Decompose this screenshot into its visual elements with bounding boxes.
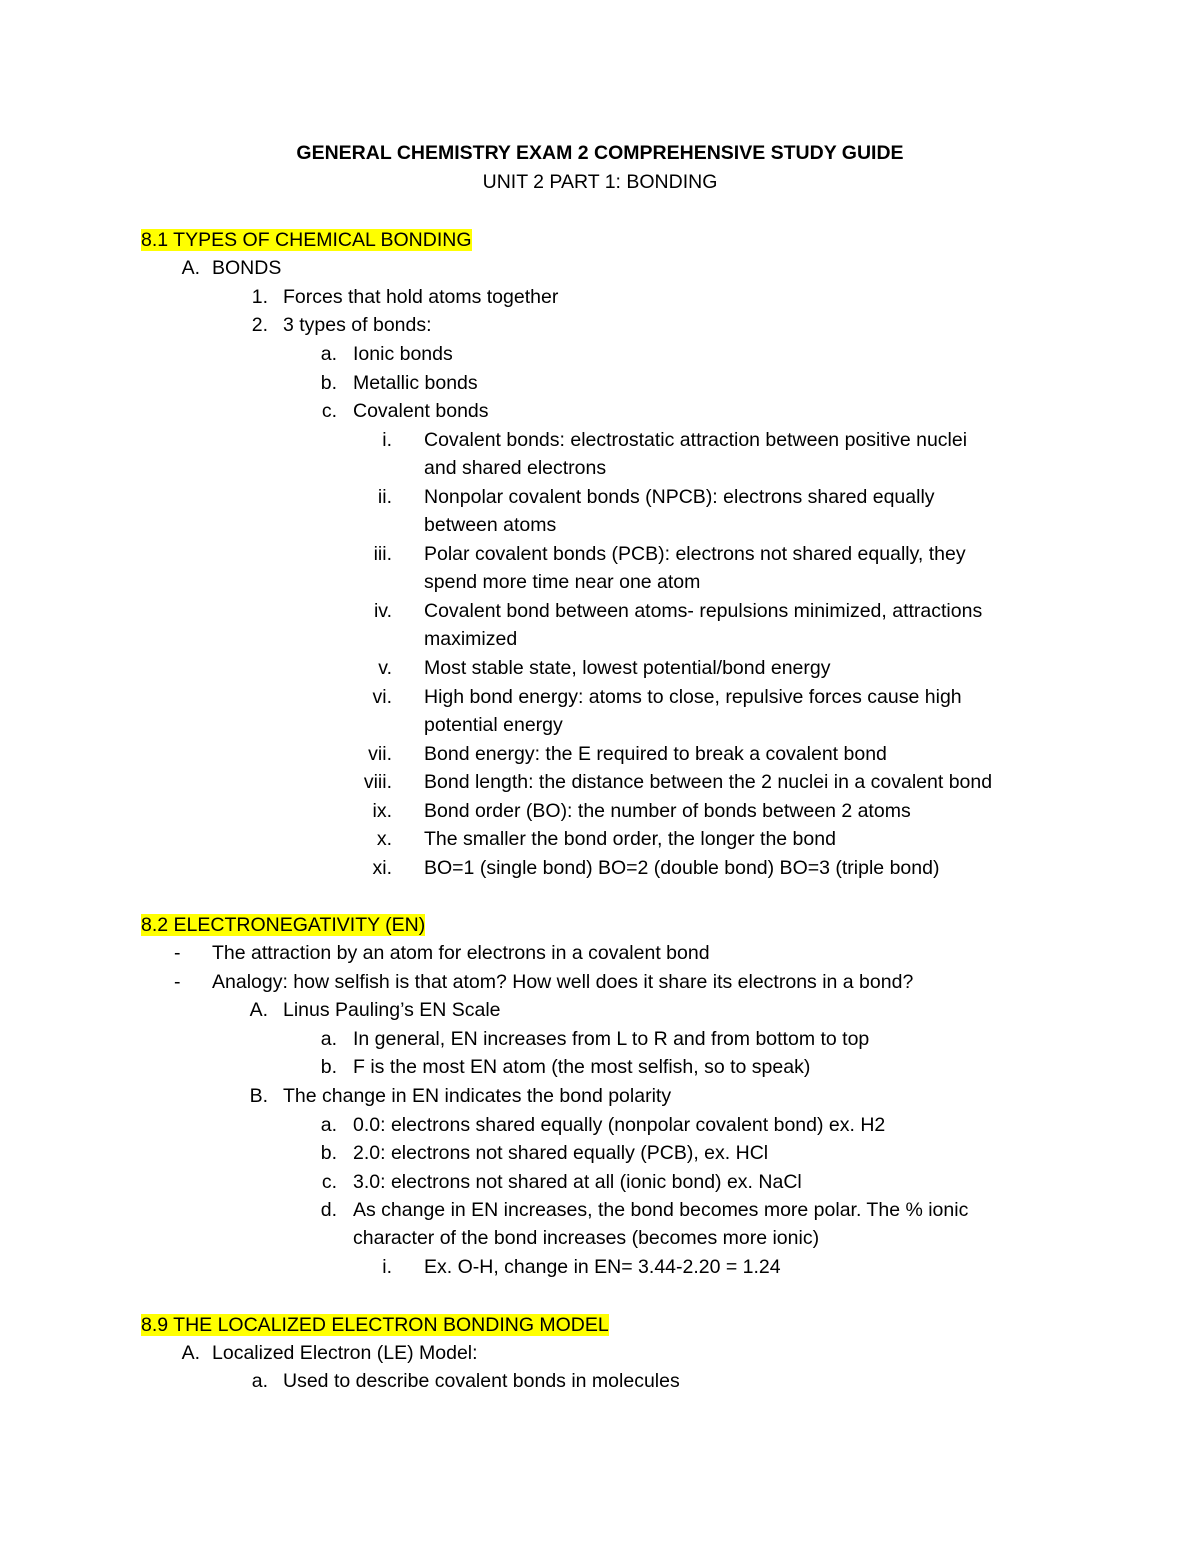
list-marker: xi. xyxy=(372,857,392,879)
list-marker: iii. xyxy=(373,543,392,565)
list-marker: ix. xyxy=(372,800,392,822)
list-item-text: In general, EN increases from L to R and from bottom to top xyxy=(353,1028,870,1050)
page-title: GENERAL CHEMISTRY EXAM 2 COMPREHENSIVE STUDY GUIDE xyxy=(296,142,904,164)
section-heading: 8.2 ELECTRONEGATIVITY (EN) xyxy=(141,914,426,936)
list-marker: x. xyxy=(376,828,392,850)
list-marker: A. xyxy=(181,257,200,279)
section-heading: 8.1 TYPES OF CHEMICAL BONDING xyxy=(141,229,472,251)
list-item-text: BO=1 (single bond) BO=2 (double bond) BO=3 (triple bond) xyxy=(424,857,940,879)
section-heading-line xyxy=(141,228,472,252)
list-item-text: 0.0: electrons shared equally (nonpolar covalent bond) ex. H2 xyxy=(353,1114,886,1136)
list-marker: a. xyxy=(320,1028,337,1050)
list-item-text: Bond length: the distance between the 2 nuclei in a covalent bond xyxy=(424,771,993,793)
list-marker: ii. xyxy=(377,486,392,508)
list-item-text: Used to describe covalent bonds in molecules xyxy=(283,1370,680,1392)
list-marker: 2. xyxy=(251,314,268,336)
list-item-text: Covalent bond between atoms- repulsions minimized, attractions xyxy=(424,600,983,622)
list-marker: a. xyxy=(251,1370,268,1392)
list-marker: b. xyxy=(320,1142,337,1164)
list-marker: viii. xyxy=(363,771,392,793)
list-item-text: Localized Electron (LE) Model: xyxy=(212,1342,478,1364)
list-marker: b. xyxy=(320,1056,337,1078)
section-heading: 8.9 THE LOCALIZED ELECTRON BONDING MODEL xyxy=(141,1314,609,1336)
list-item-text: The attraction by an atom for electrons in a covalent bond xyxy=(212,942,710,964)
list-marker: d. xyxy=(320,1199,337,1221)
list-item-text: spend more time near one atom xyxy=(424,571,701,593)
list-item-text: Linus Pauling’s EN Scale xyxy=(283,999,501,1021)
list-marker: v. xyxy=(378,657,392,679)
list-marker: A. xyxy=(181,1342,200,1364)
list-marker: i. xyxy=(382,1256,392,1278)
list-item-text: Nonpolar covalent bonds (NPCB): electrons shared equally xyxy=(424,486,935,508)
list-item-text: potential energy xyxy=(424,714,563,736)
list-marker: iv. xyxy=(373,600,392,622)
section-heading-line xyxy=(141,1313,609,1337)
list-marker: - xyxy=(174,942,181,964)
list-item-text: Covalent bonds: electrostatic attraction between positive nuclei xyxy=(424,429,968,451)
list-item-text: between atoms xyxy=(424,514,557,536)
list-item-text: BONDS xyxy=(212,257,282,279)
list-item-text: 3.0: electrons not shared at all (ionic bond) ex. NaCl xyxy=(353,1171,802,1193)
list-marker: A. xyxy=(249,999,268,1021)
list-item-text: F is the most EN atom (the most selfish, so to speak) xyxy=(353,1056,811,1078)
list-item-text: Polar covalent bonds (PCB): electrons not shared equally, they xyxy=(424,543,966,565)
page-subtitle: UNIT 2 PART 1: BONDING xyxy=(482,171,718,193)
list-marker: c. xyxy=(321,400,337,422)
list-item-text: character of the bond increases (becomes more ionic) xyxy=(353,1227,820,1249)
list-item-text: 3 types of bonds: xyxy=(283,314,432,336)
list-marker: 1. xyxy=(251,286,268,308)
section-heading-line xyxy=(141,913,425,937)
list-item-text: Ex. O-H, change in EN= 3.44-2.20 = 1.24 xyxy=(424,1256,781,1278)
list-marker: - xyxy=(174,971,181,993)
list-item-text: Analogy: how selfish is that atom? How well does it share its electrons in a bond? xyxy=(212,971,914,993)
list-marker: a. xyxy=(320,1114,337,1136)
list-item-text: Bond order (BO): the number of bonds between 2 atoms xyxy=(424,800,911,822)
list-item-text: Covalent bonds xyxy=(353,400,489,422)
list-item-text: and shared electrons xyxy=(424,457,607,479)
list-marker: a. xyxy=(320,343,337,365)
list-marker: c. xyxy=(321,1171,337,1193)
list-marker: i. xyxy=(382,429,392,451)
list-item-text: 2.0: electrons not shared equally (PCB), ex. HCl xyxy=(353,1142,769,1164)
list-item-text: As change in EN increases, the bond becomes more polar. The % ionic xyxy=(353,1199,969,1221)
list-marker: vi. xyxy=(372,686,392,708)
list-marker: vii. xyxy=(368,743,392,765)
list-marker: B. xyxy=(249,1085,268,1107)
list-item-text: maximized xyxy=(424,628,518,650)
list-item-text: Ionic bonds xyxy=(353,343,453,365)
list-item-text: The change in EN indicates the bond polarity xyxy=(283,1085,672,1107)
list-item-text: The smaller the bond order, the longer the bond xyxy=(424,828,836,850)
list-item-text: Most stable state, lowest potential/bond energy xyxy=(424,657,831,679)
list-item-text: Bond energy: the E required to break a covalent bond xyxy=(424,743,887,765)
list-item-text: Forces that hold atoms together xyxy=(283,286,559,308)
list-item-text: High bond energy: atoms to close, repulsive forces cause high xyxy=(424,686,962,708)
list-item-text: Metallic bonds xyxy=(353,372,478,394)
list-marker: b. xyxy=(320,372,337,394)
